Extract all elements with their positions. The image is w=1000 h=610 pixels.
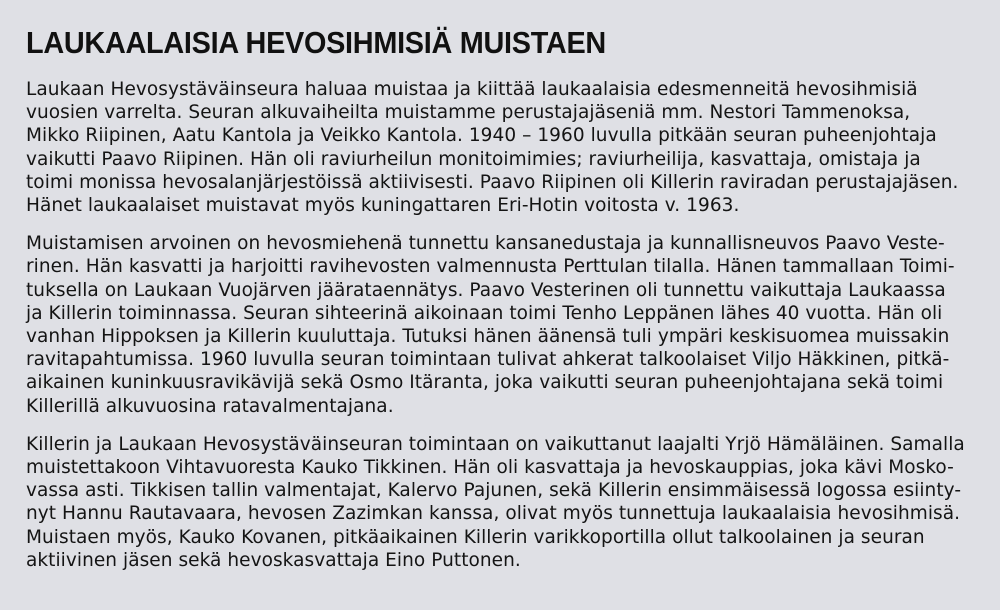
text-line: Muistamisen arvoinen on hevosmiehenä tunnettu kansanedustaja ja kunnallisneuvos Paavo Veste-: [26, 233, 945, 255]
text-line: Muistaen myös, Kauko Kovanen, pitkäaikainen Killerin varikkoportilla ollut talkoolainen ja seuran: [26, 526, 925, 548]
paragraph-1: [26, 78, 980, 217]
text-line: ja Killerin toiminnassa. Seuran sihteerinä aikoinaan toimi Tenho Leppänen lähes 40 vuotta. Hän oli: [26, 302, 943, 324]
text-line: nyt Hannu Rautavaara, hevosen Zazimkan kanssa, olivat myös tunnettuja laukaalaisia hevosihmisä.: [26, 503, 961, 525]
text-line: Mikko Riipinen, Aatu Kantola ja Veikko Kantola. 1940 – 1960 luvulla pitkään seuran puheenjohtaja: [26, 125, 937, 147]
text-line: Laukaan Hevosystäväinseura haluaa muistaa ja kiittää laukaalaisia edesmenneitä hevosihmisiä: [26, 79, 918, 100]
text-line: Killerillä alkuvuosina ratavalmentajana.: [26, 395, 394, 417]
text-line: vaikutti Paavo Riipinen. Hän oli raviurheilun monitoimimies; raviurheilija, kasvattaja, omistaja ja: [26, 148, 921, 170]
text-line: muistettakoon Vihtavuoresta Kauko Tikkinen. Hän oli kasvattaja ja hevoskauppias, joka kävi Mosko-: [26, 457, 954, 479]
paragraph-3: [26, 433, 980, 572]
paragraph-2: [26, 232, 980, 418]
text-line: toimi monissa hevosalanjärjestöissä aktiivisesti. Paavo Riipinen oli Killerin raviradan perustajajäsen.: [26, 171, 959, 193]
text-line: vanhan Hippoksen ja Killerin kuuluttaja. Tutuksi hänen äänensä tuli ympäri keskisuomea muissakin: [26, 326, 950, 348]
text-line: ravitapahtumissa. 1960 luvulla seuran toimintaan tulivat ahkerat talkoolaiset Viljo Häkkinen, pitkä-: [26, 349, 950, 371]
text-line: vuosien varrelta. Seuran alkuvaiheilta muistamme perustajajäseniä mm. Nestori Tammenoksa,: [26, 102, 911, 124]
text-line: Hänet laukaalaiset muistavat myös kuningattaren Eri-Hotin voitosta v. 1963.: [26, 195, 740, 217]
text-line: aikainen kuninkuusravikävijä sekä Osmo Itäranta, joka vaikutti seuran puheenjohtajana sekä toimi: [26, 372, 944, 394]
article-title: LAUKAALAISIA HEVOSIHMISIÄ MUISTAEN: [26, 25, 606, 60]
text-line: aktiivinen jäsen sekä hevoskasvattaja Eino Puttonen.: [26, 549, 521, 571]
text-line: Killerin ja Laukaan Hevosystäväinseuran toimintaan on vaikuttanut laajalti Yrjö Hämäläinen. Samalla: [26, 433, 965, 455]
text-line: tuksella on Laukaan Vuojärven jäärataennätys. Paavo Vesterinen oli tunnettu vaikuttaja Laukaassa: [26, 279, 946, 301]
text-line: vassa asti. Tikkisen tallin valmentajat, Kalervo Pajunen, sekä Killerin ensimmäisessä logossa esiinty-: [26, 480, 962, 502]
text-line: rinen. Hän kasvatti ja harjoitti ravihevosten valmennusta Perttulan tilalla. Hänen tammallaan Toimi-: [26, 256, 955, 278]
